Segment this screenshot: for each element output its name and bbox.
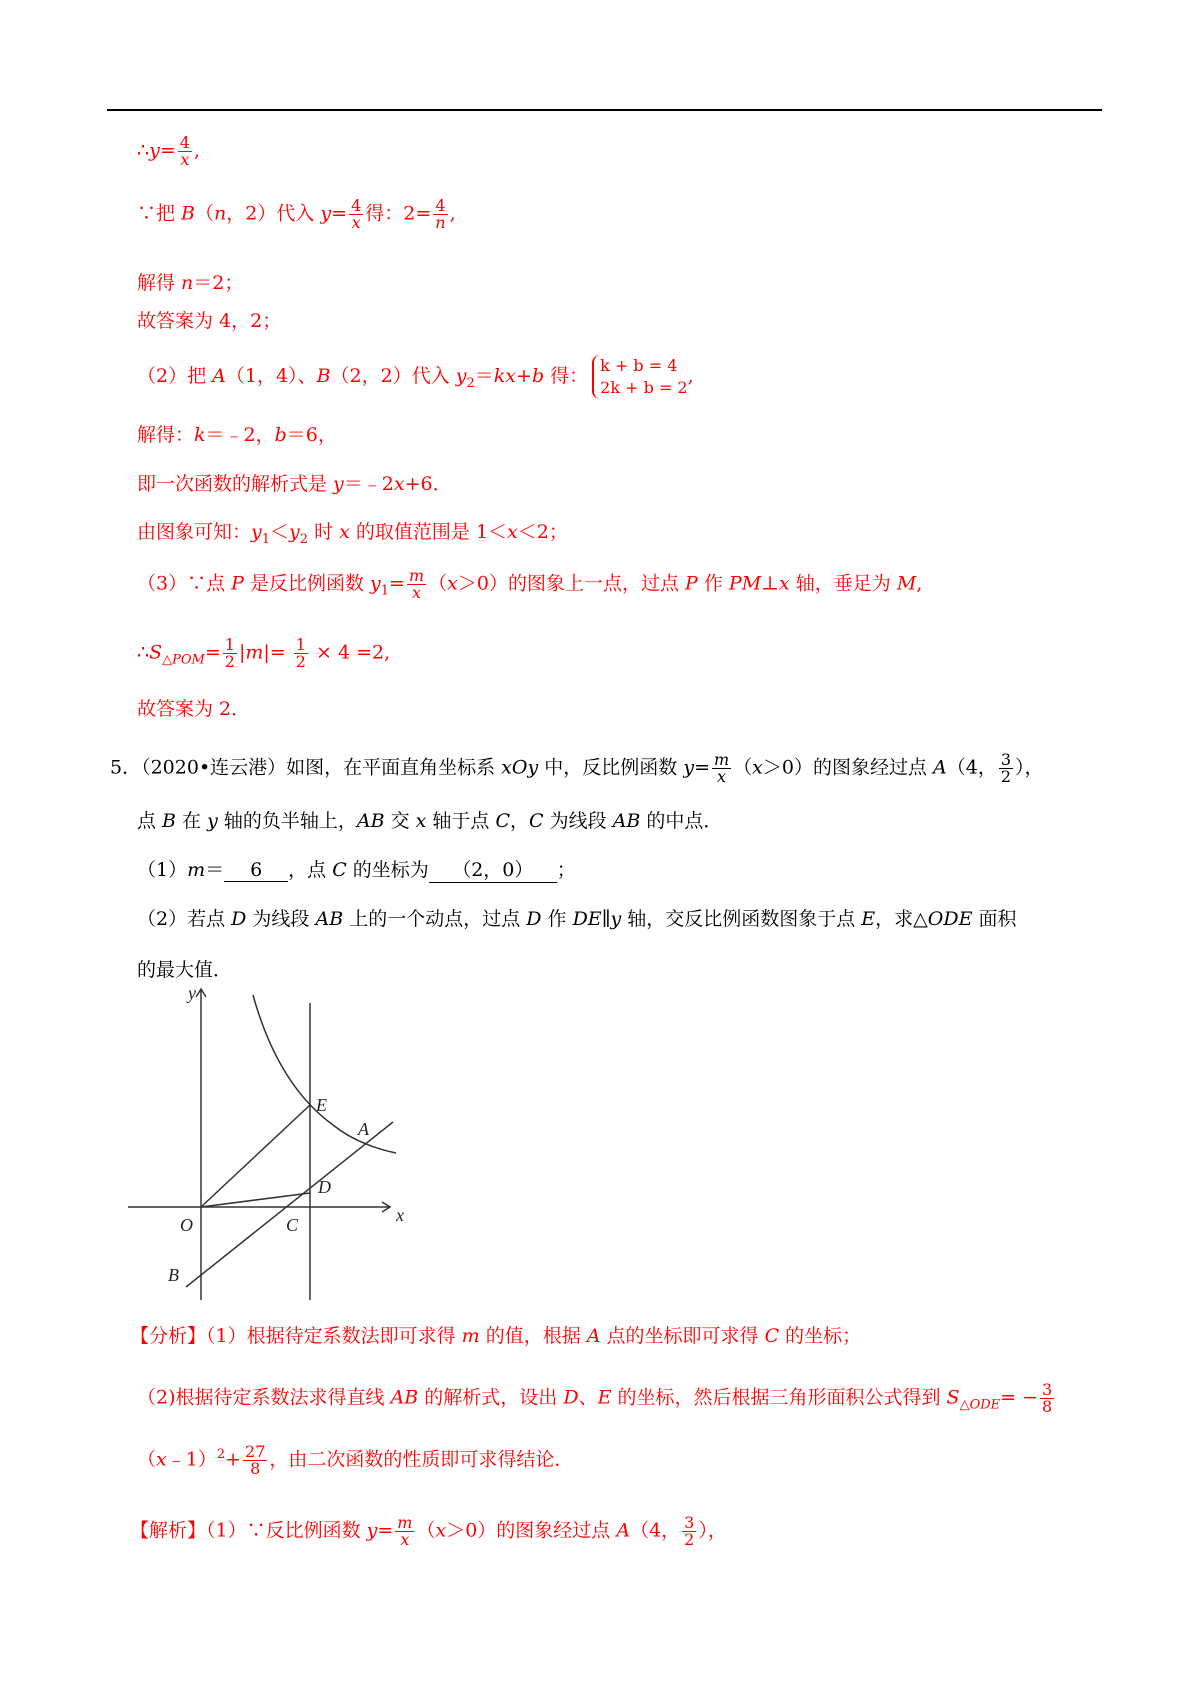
analysis-line-1: 【分析】（1）根据待定系数法即可求得 m 的值，根据 A 点的坐标即可求得 C 的坐标； (130, 1325, 862, 1347)
question-5-stem-line2: 点 B 在 y 轴的负半轴上，AB 交 x 轴于点 C，C 为线段 AB 的中点． (137, 810, 723, 832)
label-d: D (318, 1177, 331, 1197)
line-solve-k-b: 解得：k＝﹣2，b＝6， (137, 424, 337, 446)
line-therefore-y: ∴y= $\frac{4}{x}$ , (137, 133, 200, 169)
hyperbola-curve (253, 995, 396, 1153)
segment-od (201, 1193, 310, 1207)
line-substitute-b: ∵把 B（n，2）代入 y= $\frac{4}{x}$ 得：2= $\frac{4}{n}$ , (137, 196, 456, 232)
line-solve-n: 解得 n＝2； (137, 272, 244, 294)
label-o: O (180, 1215, 193, 1235)
line-answer-2: 故答案为 2． (137, 698, 251, 720)
line-area-pom: $\therefore S_{\triangle POM}=$ $\frac{1}{2}$ |m|= $\frac{1}{2}$ × 4 =2, (137, 635, 391, 671)
question-5-part2: （2）若点 D 为线段 AB 上的一个动点，过点 D 作 DE∥y 轴，交反比例函数图象于点 E，求△ODE 面积 (137, 908, 1017, 930)
coordinate-figure (128, 985, 418, 1305)
solution-line-1: 【解析】（1）∵反比例函数 y= $\frac{m}{x}$ （x＞0）的图象经过点 A（4， $\frac{3}{2}$ ）， (130, 1513, 727, 1549)
label-b: B (168, 1265, 179, 1285)
line-range-from-graph: 由图象可知：$y_1<y_2$ 时 x 的取值范围是 1＜x＜2； (137, 521, 568, 547)
analysis-line-2: （2)根据待定系数法求得直线 AB 的解析式，设出 D、E 的坐标，然后根据三角形面积公式得到 $S_{\triangle ODE}=$ − $\frac{3}{8}$ (137, 1380, 1053, 1416)
header-rule (107, 109, 1102, 111)
line-part2-system: （2）把 A（1，4）、B（2，2）代入 $y_2=kx+b$ 得： k + b = 4 2k + b = 2 , (137, 356, 694, 397)
answer-blank-c: （2，0） (429, 855, 557, 883)
label-y: y (188, 985, 196, 1003)
question-5-stem: 5．（2020•连云港）如图，在平面直角坐标系 xOy 中，反比例函数 y= $\frac{m}{x}$ （x＞0）的图象经过点 A（4， $\frac{3}{2}$ ）， (110, 750, 1044, 786)
label-a: A (358, 1119, 369, 1139)
analysis-line-3: （x﹣1）$^2$+ $\frac{27}{8}$ ，由二次函数的性质即可求得结论． (137, 1442, 574, 1478)
line-part3-point-p: （3）∵点 P 是反比例函数 $y_1=$ $\frac{m}{x}$ （x＞0）的图象上一点，过点 P 作 PM⊥x 轴，垂足为 M, (137, 566, 923, 602)
line-answer-4-2: 故答案为 4，2； (137, 310, 282, 332)
segment-oe (201, 1105, 310, 1207)
answer-blank-m: 6 (224, 859, 288, 882)
question-5-part1: （1）m＝ 6 ，点 C 的坐标为 （2，0） ； (137, 855, 576, 883)
label-x: x (396, 1205, 404, 1225)
label-e: E (316, 1095, 327, 1115)
question-5-part2-line2: 的最大值． (137, 959, 233, 981)
label-c: C (286, 1215, 299, 1235)
line-linear-function: 即一次函数的解析式是 y＝﹣2x+6． (137, 473, 452, 495)
